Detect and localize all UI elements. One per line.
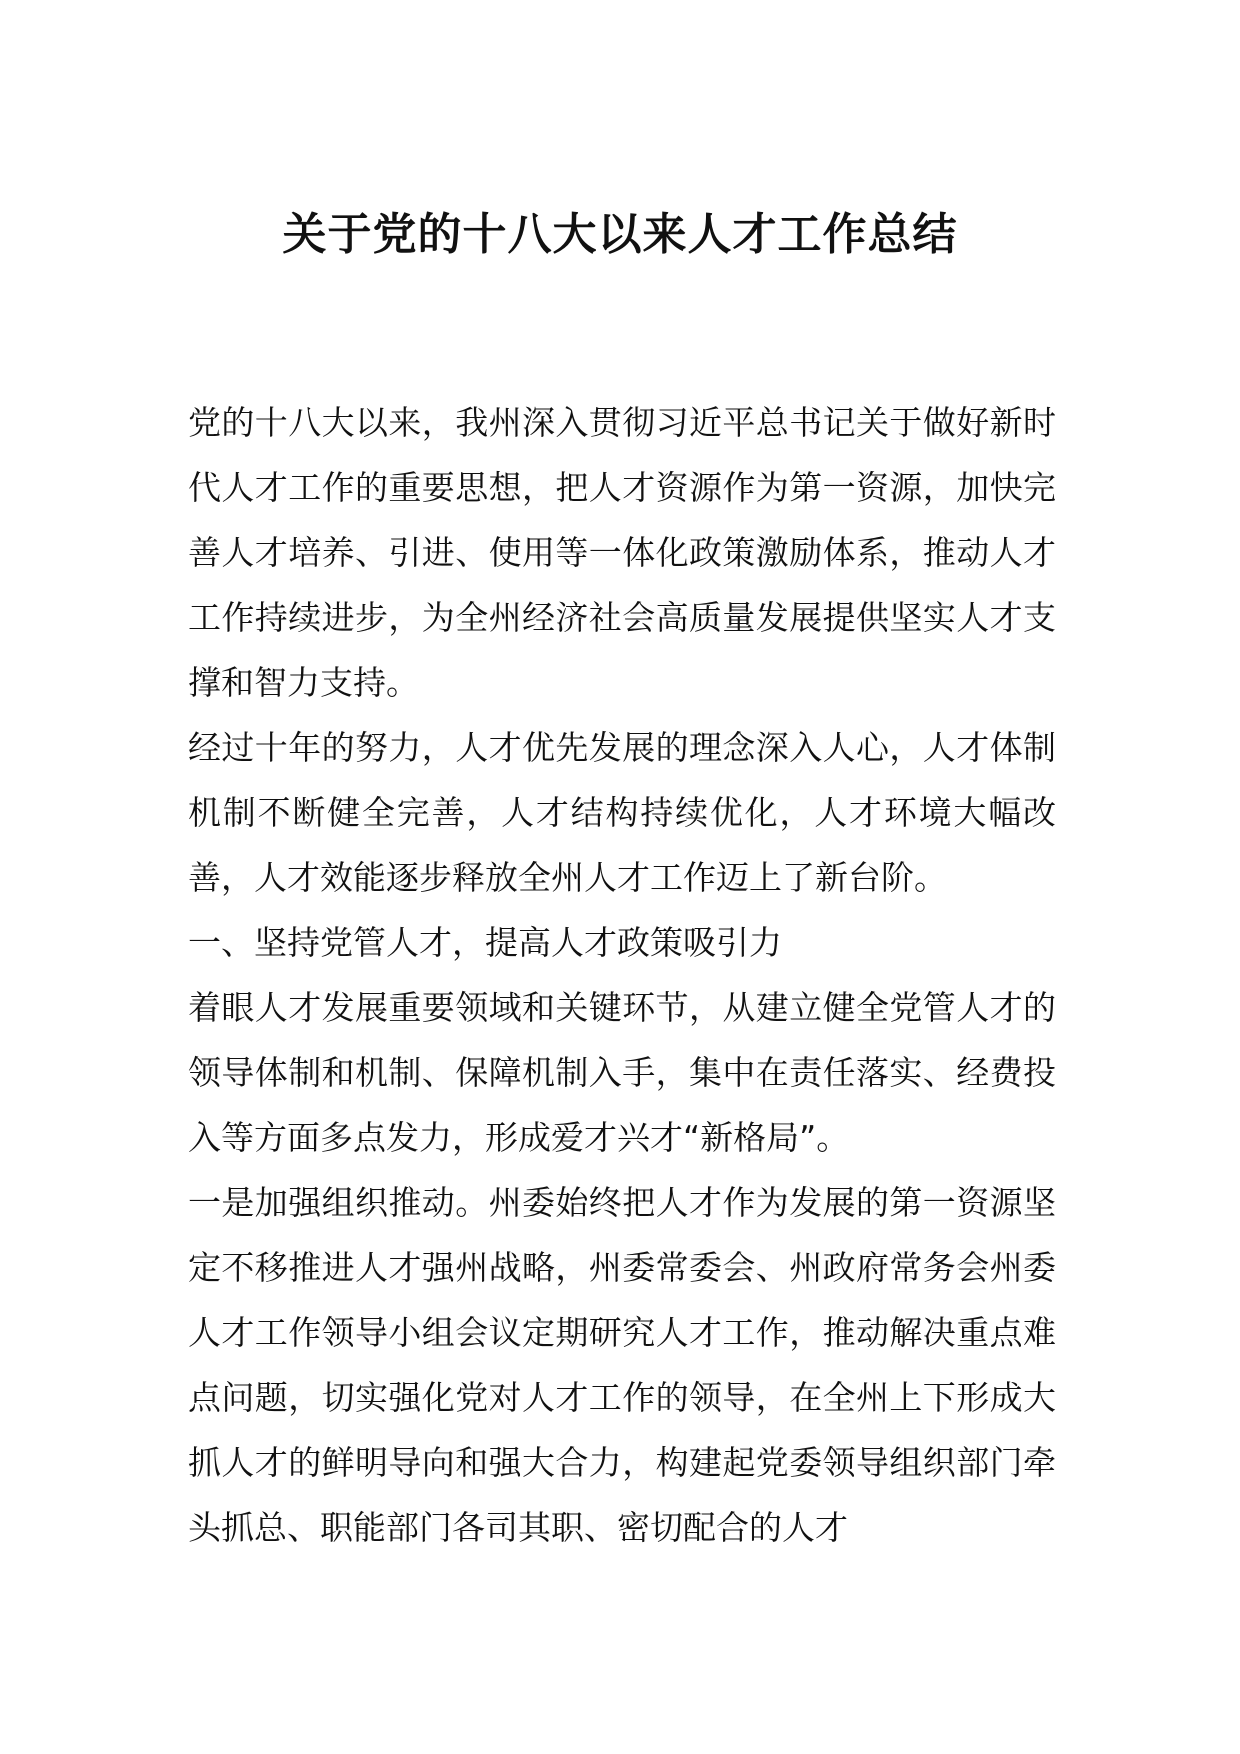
document-title: 关于党的十八大以来人才工作总结 [282, 209, 958, 260]
point-one-paragraph: 一是加强组织推动。州委始终把人才作为发展的第一资源坚定不移推进人才强州战略，州委常委会、州政府常务会州委人才工作领导小组会议定期研究人才工作，推动解决重点难点问题，切实强化党对人才工作的领导，在全州上下形成大抓人才的鲜明导向和强大合力，构建起党委领导组织部门牵头抓总、职能部门各司其职、密切配合的人才 [188, 1183, 1056, 1547]
section-heading: 一、坚持党管人才，提高人才政策吸引力 [188, 923, 782, 962]
summary-paragraph: 经过十年的努力，人才优先发展的理念深入人心，人才体制机制不断健全完善，人才结构持续优化，人才环境大幅改善，人才效能逐步释放全州人才工作迈上了新台阶。 [188, 728, 1056, 897]
document-body [188, 390, 1056, 1560]
intro-paragraph: 党的十八大以来，我州深入贯彻习近平总书记关于做好新时代人才工作的重要思想，把人才资源作为第一资源，加快完善人才培养、引进、使用等一体化政策激励体系，推动人才工作持续进步，为全州经济社会高质量发展提供坚实人才支撑和智力支持。 [188, 403, 1056, 702]
section-intro-paragraph: 着眼人才发展重要领域和关键环节，从建立健全党管人才的领导体制和机制、保障机制入手，集中在责任落实、经费投入等方面多点发力，形成爱才兴才“新格局”。 [188, 988, 1056, 1157]
